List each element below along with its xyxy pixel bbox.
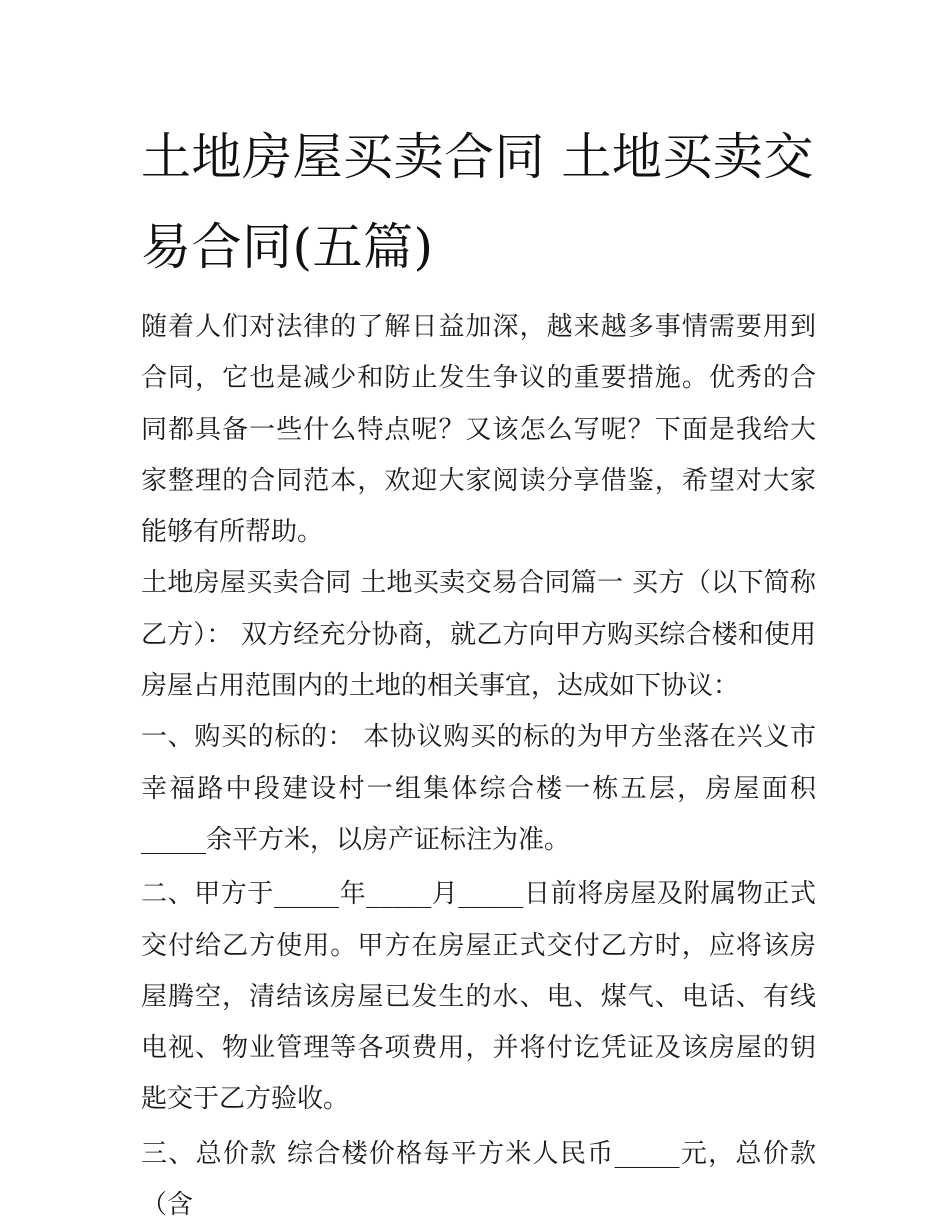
document-body [141,302,816,1231]
document-content [141,112,816,1231]
document-title: 土地房屋买卖合同 土地买卖交易合同(五篇) [141,128,814,276]
paragraph-clause-2: 二、甲方于_____年_____月_____日前将房屋及附属物正式交付给乙方使用。甲方在房屋正式交付乙方时，应将该房屋腾空，清结该房屋已发生的水、电、煤气、电话、有线电视、物业管理等各项费用，并将付讫凭证及该房屋的钥匙交于乙方验收。 [141,879,816,1115]
paragraph-intro: 随着人们对法律的了解日益加深，越来越多事情需要用到合同，它也是减少和防止发生争议的重要措施。优秀的合同都具备一些什么特点呢？又该怎么写呢？下面是我给大家整理的合同范本，欢迎大家阅读分享借鉴，希望对大家能够有所帮助。 [141,312,816,548]
paragraph-contract-parties: 土地房屋买卖合同 土地买卖交易合同篇一 买方（以下简称乙方）： 双方经充分协商，就乙方向甲方购买综合楼和使用房屋占用范围内的土地的相关事宜，达成如下协议： [141,568,816,702]
paragraph-clause-3: 三、总价款 综合楼价格每平方米人民币_____元，总价款（含 [141,1138,816,1221]
paragraph-clause-1: 一、购买的标的： 本协议购买的标的为甲方坐落在兴义市幸福路中段建设村一组集体综合楼一栋五层，房屋面积_____余平方米，以房产证标注为准。 [141,722,816,855]
